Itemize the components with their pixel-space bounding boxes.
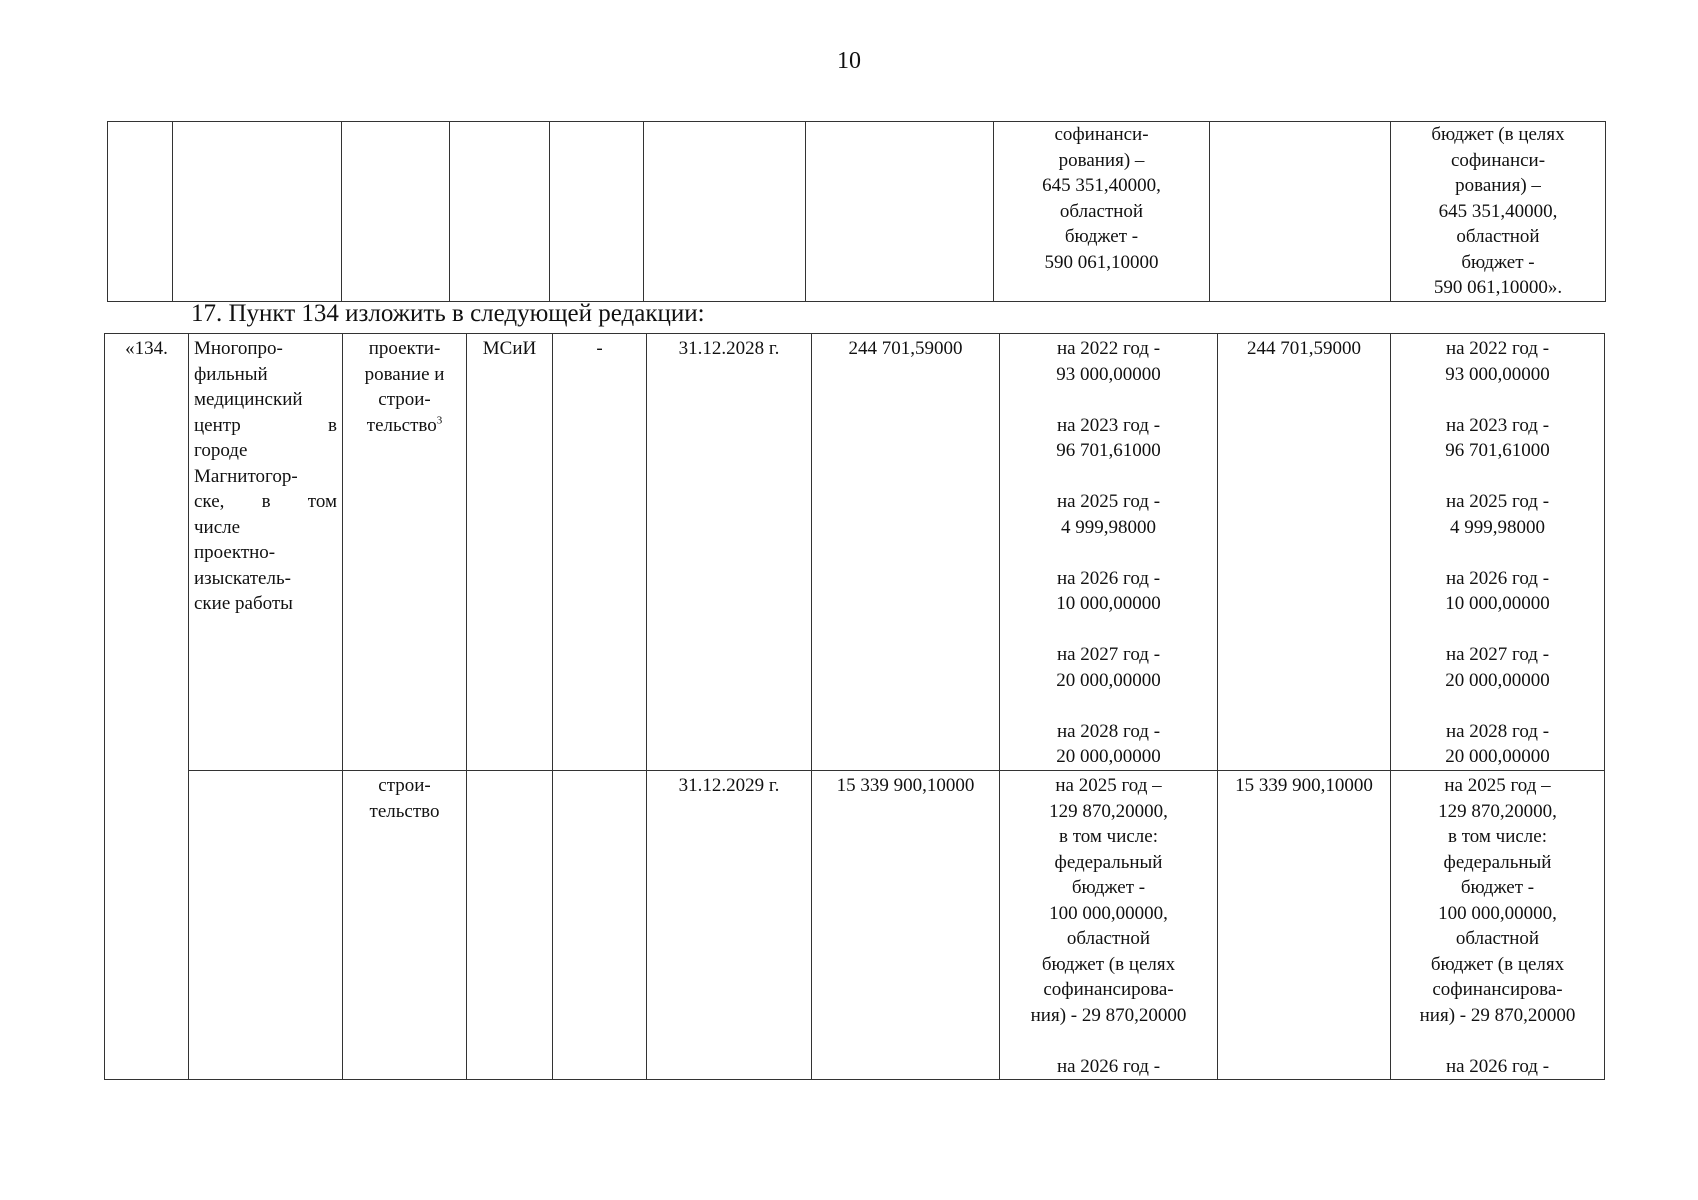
year-label: на 2026 год - bbox=[1445, 567, 1550, 589]
text-line: числе bbox=[194, 516, 241, 538]
year-amount: 10 000,00000 bbox=[1445, 593, 1550, 614]
text-line: областной bbox=[1059, 200, 1144, 222]
year-label: на 2022 год - bbox=[1056, 338, 1161, 359]
text-line: городе bbox=[194, 440, 248, 461]
text-line: бюджет (в целях bbox=[1430, 953, 1565, 975]
text-line: проектно- bbox=[194, 542, 276, 563]
year-amount: 4 999,98000 bbox=[1450, 516, 1545, 538]
responsible: МСиИ bbox=[467, 334, 553, 771]
text-line: тельство bbox=[366, 414, 437, 436]
text-line: тельство bbox=[369, 800, 440, 822]
cell-empty bbox=[450, 122, 550, 302]
deadline: 31.12.2028 г. bbox=[647, 334, 812, 771]
year-amount: 96 701,61000 bbox=[1445, 440, 1550, 461]
year-amount: 20 000,00000 bbox=[1445, 746, 1550, 767]
year-amount: 93 000,00000 bbox=[1056, 363, 1161, 385]
text-line: областной bbox=[1455, 928, 1540, 949]
text-line: федеральный bbox=[1054, 851, 1163, 873]
text-line: бюджет (в целях bbox=[1431, 124, 1565, 145]
text-line: изыскатель- bbox=[194, 567, 291, 589]
work-type bbox=[343, 334, 467, 771]
text-line: бюджет - bbox=[1071, 877, 1146, 898]
text-line: 129 870,20000, bbox=[1049, 800, 1168, 822]
text-line: ские работы bbox=[194, 593, 293, 614]
year-amount: 20 000,00000 bbox=[1056, 669, 1161, 691]
cell-empty bbox=[550, 122, 644, 302]
estimated-cost-2: 15 339 900,10000 bbox=[1218, 771, 1391, 1080]
text-line: софинанси- bbox=[1054, 124, 1149, 145]
deadline: 31.12.2029 г. bbox=[647, 771, 812, 1080]
year-label: на 2023 год - bbox=[1445, 414, 1550, 436]
text-line: 129 870,20000, bbox=[1438, 800, 1557, 822]
cell-empty bbox=[806, 122, 994, 302]
year-label: на 2028 год - bbox=[1445, 720, 1550, 742]
year-label: на 2026 год - bbox=[1445, 1055, 1550, 1077]
text-line: на 2025 год – bbox=[1444, 775, 1551, 796]
text-line: областной bbox=[1456, 226, 1540, 247]
year-amount: 96 701,61000 bbox=[1056, 440, 1161, 461]
dash-cell: - bbox=[553, 334, 647, 771]
estimated-cost: 15 339 900,10000 bbox=[812, 771, 1000, 1080]
text-line: 100 000,00000, bbox=[1049, 902, 1168, 924]
text-line: Многопро- bbox=[194, 338, 283, 359]
text-line: федеральный bbox=[1443, 851, 1552, 873]
text-line: в том числе: bbox=[1447, 826, 1548, 847]
funding-by-year-2 bbox=[1391, 771, 1605, 1080]
page-number: 10 bbox=[837, 48, 861, 74]
item-134-table bbox=[104, 333, 1605, 1080]
funding-by-year bbox=[1000, 771, 1218, 1080]
cell-empty bbox=[644, 122, 806, 302]
funding-by-year-2 bbox=[1391, 334, 1605, 771]
footnote-mark: 3 bbox=[436, 414, 443, 427]
year-label: на 2026 год - bbox=[1056, 1055, 1161, 1077]
cell-empty bbox=[173, 122, 342, 302]
text-line: строи- bbox=[378, 389, 431, 410]
text-line: проекти- bbox=[368, 338, 441, 359]
funding-cell bbox=[1391, 122, 1606, 302]
text-line: 645 351,40000, bbox=[1042, 175, 1161, 196]
text-line: бюджет - bbox=[1460, 877, 1535, 898]
text-line: рования) – bbox=[1058, 149, 1145, 171]
amendment-instruction: 17. Пункт 134 изложить в следующей редакции: bbox=[191, 300, 705, 327]
year-amount: 20 000,00000 bbox=[1445, 669, 1550, 691]
estimated-cost-2: 244 701,59000 bbox=[1218, 334, 1391, 771]
text-line: областной bbox=[1066, 928, 1151, 949]
text-line: бюджет - bbox=[1064, 226, 1139, 247]
cell-empty bbox=[342, 122, 450, 302]
text-line: на 2025 год – bbox=[1055, 775, 1162, 796]
estimated-cost: 244 701,59000 bbox=[812, 334, 1000, 771]
year-label: на 2025 год - bbox=[1445, 491, 1550, 512]
year-label: на 2022 год - bbox=[1445, 338, 1550, 359]
year-label: на 2027 год - bbox=[1445, 644, 1550, 665]
continuation-table bbox=[107, 121, 1606, 302]
year-label: на 2027 год - bbox=[1056, 644, 1161, 665]
text-line: центр в bbox=[194, 414, 337, 436]
text-line: софинанси- bbox=[1450, 149, 1546, 171]
cell-empty bbox=[1210, 122, 1391, 302]
text-line: 590 061,10000 bbox=[1044, 251, 1159, 273]
text-line: бюджет (в целях bbox=[1041, 953, 1176, 975]
year-label: на 2026 год - bbox=[1056, 567, 1161, 589]
text-line: 100 000,00000, bbox=[1438, 902, 1557, 924]
year-label: на 2028 год - bbox=[1056, 720, 1161, 742]
funding-cell bbox=[994, 122, 1210, 302]
year-label: на 2023 год - bbox=[1056, 414, 1161, 436]
text-line: 590 061,10000». bbox=[1433, 277, 1563, 298]
text-line: бюджет - bbox=[1461, 251, 1535, 273]
text-line: Магнитогор- bbox=[194, 465, 298, 487]
funding-by-year bbox=[1000, 334, 1218, 771]
work-type bbox=[343, 771, 467, 1080]
text-line: ске, в том bbox=[194, 491, 337, 512]
text-line: фильный bbox=[194, 363, 268, 385]
item-number: «134. bbox=[105, 334, 189, 1080]
text-line: софинансирова- bbox=[1432, 979, 1563, 1000]
cell-empty bbox=[189, 771, 343, 1080]
text-line: строи- bbox=[378, 775, 431, 796]
cell-empty bbox=[108, 122, 173, 302]
object-name bbox=[189, 334, 343, 771]
text-line: 645 351,40000, bbox=[1438, 200, 1558, 222]
cell-empty bbox=[467, 771, 553, 1080]
text-line: рование и bbox=[364, 363, 445, 385]
text-line: медицинский bbox=[194, 389, 303, 410]
year-amount: 20 000,00000 bbox=[1056, 746, 1161, 767]
text-line: в том числе: bbox=[1058, 826, 1159, 847]
text-line: ния) - 29 870,20000 bbox=[1030, 1004, 1187, 1026]
year-label: на 2025 год - bbox=[1056, 491, 1161, 512]
text-line: софинансирова- bbox=[1043, 979, 1174, 1000]
text-line: ния) - 29 870,20000 bbox=[1419, 1004, 1576, 1026]
cell-empty bbox=[553, 771, 647, 1080]
year-amount: 93 000,00000 bbox=[1445, 363, 1550, 385]
year-amount: 10 000,00000 bbox=[1056, 593, 1161, 614]
year-amount: 4 999,98000 bbox=[1061, 516, 1156, 538]
text-line: рования) – bbox=[1455, 175, 1541, 196]
